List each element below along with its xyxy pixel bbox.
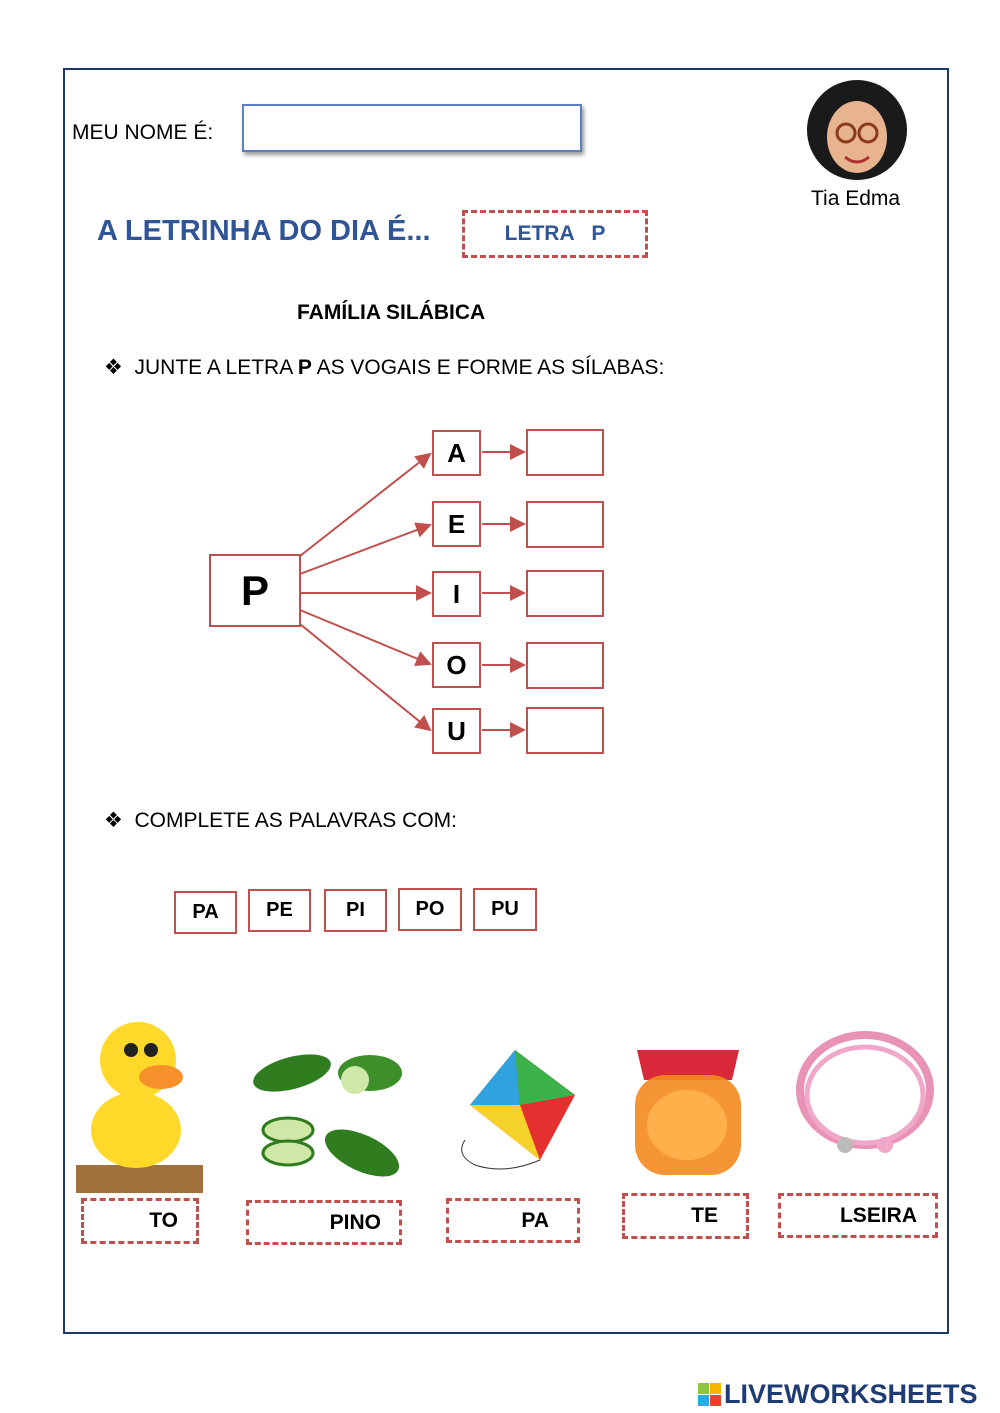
- author-label: Tia Edma: [811, 187, 901, 210]
- cucumber-image: [250, 1045, 406, 1190]
- jam-jar-image: [627, 1040, 749, 1180]
- syllable-chip-pa[interactable]: PA: [174, 891, 237, 934]
- syllable-chip-po[interactable]: PO: [398, 888, 462, 931]
- instruction-text: JUNTE A LETRA: [134, 356, 298, 379]
- vowel-box-o: O: [432, 642, 481, 688]
- letter-of-day-box: LETRA P: [462, 210, 648, 258]
- name-label: MEU NOME É:: [72, 121, 214, 144]
- duck-image: [76, 1005, 203, 1193]
- brand-name: LIVEWORKSHEETS: [724, 1379, 978, 1409]
- instruction-text: AS VOGAIS E FORME AS SÍLABAS:: [311, 356, 665, 379]
- answer-input-pa[interactable]: [526, 429, 604, 476]
- arrow: [300, 624, 430, 730]
- syllable-chip-pu[interactable]: PU: [473, 888, 537, 931]
- answer-input-po[interactable]: [526, 642, 604, 689]
- answer-input-pu[interactable]: [526, 707, 604, 754]
- word-box-pulseira[interactable]: LSEIRA: [778, 1193, 938, 1238]
- vowel-box-u: U: [432, 708, 481, 754]
- bracelet-image: [790, 1020, 940, 1185]
- liveworksheets-logo[interactable]: [698, 1379, 978, 1410]
- instruction-2: [104, 808, 457, 833]
- bullet-icon: ❖: [104, 356, 123, 379]
- answer-input-pe[interactable]: [526, 501, 604, 548]
- word-box-pote[interactable]: TE: [622, 1193, 749, 1239]
- word-box-pato[interactable]: TO: [81, 1198, 199, 1244]
- logo-icon: [698, 1383, 721, 1406]
- syllable-chip-pe[interactable]: PE: [248, 889, 311, 932]
- section-title: FAMÍLIA SILÁBICA: [297, 301, 486, 324]
- page-title: A LETRINHA DO DIA É...: [97, 215, 431, 247]
- instruction-text: COMPLETE AS PALAVRAS COM:: [134, 809, 457, 832]
- kite-image: [445, 1045, 585, 1190]
- word-box-pepino[interactable]: PINO: [246, 1200, 402, 1245]
- arrow: [300, 454, 430, 556]
- letter-p-box: P: [209, 554, 301, 627]
- instruction-bold-letter: P: [297, 356, 312, 379]
- bullet-icon: ❖: [104, 809, 123, 832]
- arrow: [300, 525, 430, 574]
- answer-input-pi[interactable]: [526, 570, 604, 617]
- word-box-pipa[interactable]: PA: [446, 1198, 580, 1243]
- vowel-box-e: E: [432, 501, 481, 547]
- arrow: [300, 610, 430, 664]
- vowel-box-a: A: [432, 430, 481, 476]
- vowel-box-i: I: [432, 571, 481, 617]
- syllable-chip-pi[interactable]: PI: [324, 889, 387, 932]
